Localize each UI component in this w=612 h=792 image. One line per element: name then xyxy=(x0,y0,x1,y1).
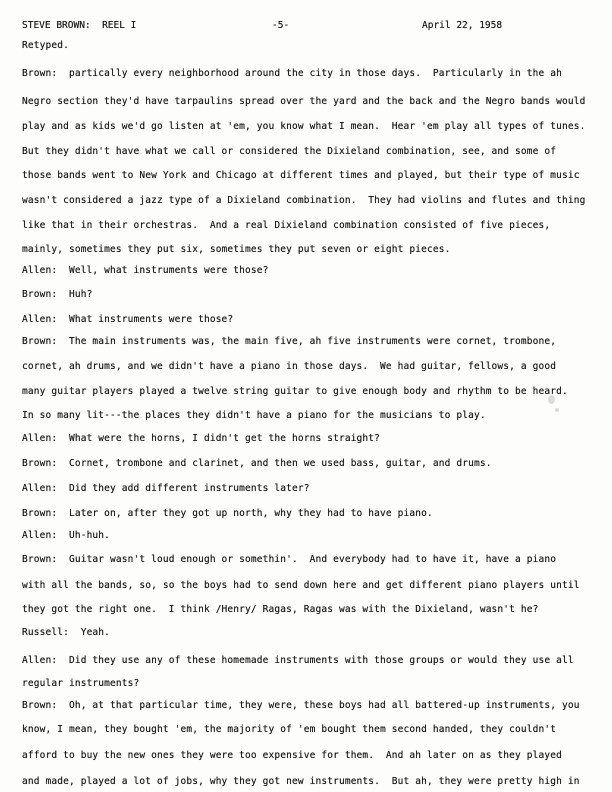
page-number: -5- xyxy=(272,20,290,31)
ink-smudge xyxy=(555,408,559,412)
ink-smudge xyxy=(548,395,555,404)
transcript-line: Allen: Did they add different instruments later? xyxy=(22,483,310,494)
transcript-line: mainly, sometimes they put six, sometimes they put seven or eight pieces. xyxy=(22,244,451,255)
transcript-line: Brown: Huh? xyxy=(22,289,93,300)
transcript-line: play and as kids we'd go listen at 'em, you know what I mean. Hear 'em play all types of tunes. xyxy=(22,121,586,132)
transcript-line: Brown: Guitar wasn't loud enough or somethin'. And everybody had to have it, have a piano xyxy=(22,554,557,565)
transcript-line: many guitar players played a twelve string guitar to give enough body and rhythm to be heard. xyxy=(22,386,568,397)
transcript-line: Russell: Yeah. xyxy=(22,627,111,638)
transcript-line: those bands went to New York and Chicago at different times and played, but their type of music xyxy=(22,170,580,181)
transcript-line: Allen: Uh-huh. xyxy=(22,530,111,541)
transcript-line: cornet, ah drums, and we didn't have a piano in those days. We had guitar, fellows, a good xyxy=(22,361,557,372)
transcript-line: Allen: Well, what instruments were those? xyxy=(22,265,269,276)
transcript-line: and made, played a lot of jobs, why they got new instruments. But ah, they were pretty high in xyxy=(22,776,580,787)
retyped-note: Retyped. xyxy=(22,40,69,51)
transcript-line: know, I mean, they bought 'em, the majority of 'em bought them second handed, they couldn't xyxy=(22,724,557,735)
transcript-line: Brown: Later on, after they got up north, why they had to have piano. xyxy=(22,508,433,519)
transcript-line: Allen: What were the horns, I didn't get the horns straight? xyxy=(22,433,381,444)
transcript-line: Brown: Oh, at that particular time, they were, these boys had all battered-up instruments, you xyxy=(22,700,580,711)
transcript-line: Allen: What instruments were those? xyxy=(22,314,234,325)
transcript-line: regular instruments? xyxy=(22,678,140,689)
transcript-line: Brown: The main instruments was, the main five, ah five instruments were cornet, trombone, xyxy=(22,336,557,347)
transcript-line: they got the right one. I think /Henry/ Ragas, Ragas was with the Dixieland, wasn't he? xyxy=(22,604,539,615)
transcript-line: In so many lit---the places they didn't have a piano for the musicians to play. xyxy=(22,410,486,421)
transcript-line: wasn't considered a jazz type of a Dixieland combination. They had violins and flutes and thing xyxy=(22,195,586,206)
header-date: April 22, 1958 xyxy=(422,20,503,31)
transcript-line: with all the bands, so, so the boys had to send down here and get different piano players until xyxy=(22,580,580,591)
header-title: STEVE BROWN: REEL I xyxy=(22,20,137,31)
transcript-line: Brown: Cornet, trombone and clarinet, and then we used bass, guitar, and drums. xyxy=(22,458,492,469)
transcript-line: Negro section they'd have tarpaulins spread over the yard and the back and the Negro bands would xyxy=(22,96,586,107)
transcript-line: Brown: partically every neighborhood around the city in those days. Particularly in the ah xyxy=(22,68,562,79)
transcript-line: like that in their orchestras. And a real Dixieland combination consisted of five pieces, xyxy=(22,220,551,231)
transcript-line: afford to buy the new ones they were too expensive for them. And ah later on as they played xyxy=(22,750,562,761)
transcript-line: But they didn't have what we call or considered the Dixieland combination, see, and some of xyxy=(22,146,557,157)
transcript-line: Allen: Did they use any of these homemade instruments with those groups or would they use all xyxy=(22,655,574,666)
